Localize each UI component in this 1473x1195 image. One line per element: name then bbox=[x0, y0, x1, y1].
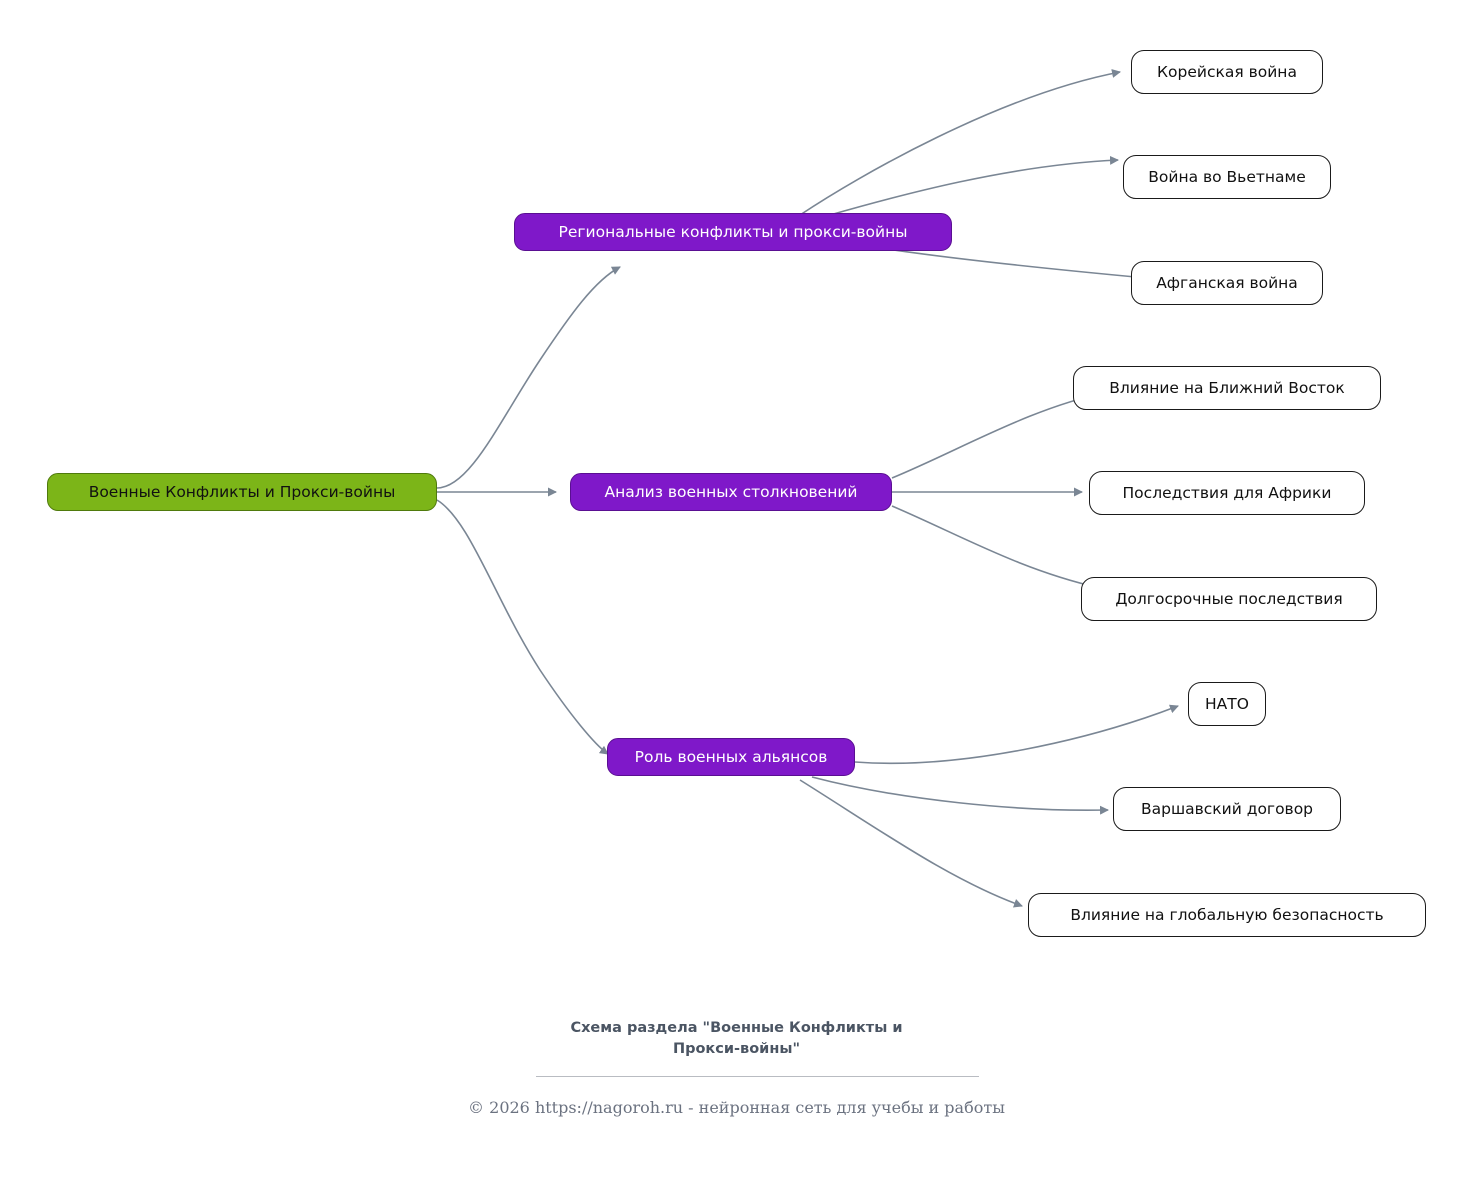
node-leaf-label: Афганская война bbox=[1156, 273, 1298, 292]
node-branch-military-clashes-analysis[interactable] bbox=[570, 473, 892, 511]
node-leaf-label: Варшавский договор bbox=[1140, 799, 1314, 818]
footer-title-line1: Схема раздела "Военные Конфликты и bbox=[570, 1020, 903, 1036]
footer-copyright: © 2026 https://nagoroh.ru - нейронная сеть для учебы и работы bbox=[468, 1098, 1005, 1117]
node-branch-label: Роль военных альянсов bbox=[634, 747, 828, 766]
node-leaf-afghan-war[interactable] bbox=[1131, 261, 1323, 305]
node-leaf-label: Корейская война bbox=[1157, 62, 1297, 81]
node-leaf-korean-war[interactable] bbox=[1131, 50, 1323, 94]
node-leaf-long-term-consequences[interactable] bbox=[1081, 577, 1377, 621]
node-branch-label: Анализ военных столкновений bbox=[604, 482, 858, 501]
node-leaf-middle-east-impact[interactable] bbox=[1073, 366, 1381, 410]
node-root-label: Военные Конфликты и Прокси-войны bbox=[88, 482, 396, 501]
node-leaf-label: Последствия для Африки bbox=[1122, 483, 1332, 502]
node-leaf-africa-consequences[interactable] bbox=[1089, 471, 1365, 515]
node-leaf-label: НАТО bbox=[1205, 694, 1249, 713]
node-leaf-global-security-impact[interactable] bbox=[1028, 893, 1426, 937]
node-branch-military-alliances-role[interactable] bbox=[607, 738, 855, 776]
node-leaf-nato[interactable] bbox=[1188, 682, 1266, 726]
node-leaf-label: Влияние на глобальную безопасность bbox=[1070, 905, 1384, 924]
node-leaf-vietnam-war[interactable] bbox=[1123, 155, 1331, 199]
node-leaf-label: Влияние на Ближний Восток bbox=[1109, 378, 1345, 397]
footer-title bbox=[0, 1018, 1473, 1060]
node-leaf-label: Долгосрочные последствия bbox=[1115, 589, 1343, 608]
node-branch-label: Региональные конфликты и прокси-войны bbox=[558, 222, 908, 241]
node-leaf-label: Война во Вьетнаме bbox=[1148, 167, 1306, 186]
footer-title-line2: Прокси-войны" bbox=[672, 1041, 801, 1058]
node-root[interactable] bbox=[47, 473, 437, 511]
node-branch-regional-conflicts[interactable] bbox=[514, 213, 952, 251]
footer-divider bbox=[536, 1076, 979, 1077]
node-leaf-warsaw-pact[interactable] bbox=[1113, 787, 1341, 831]
